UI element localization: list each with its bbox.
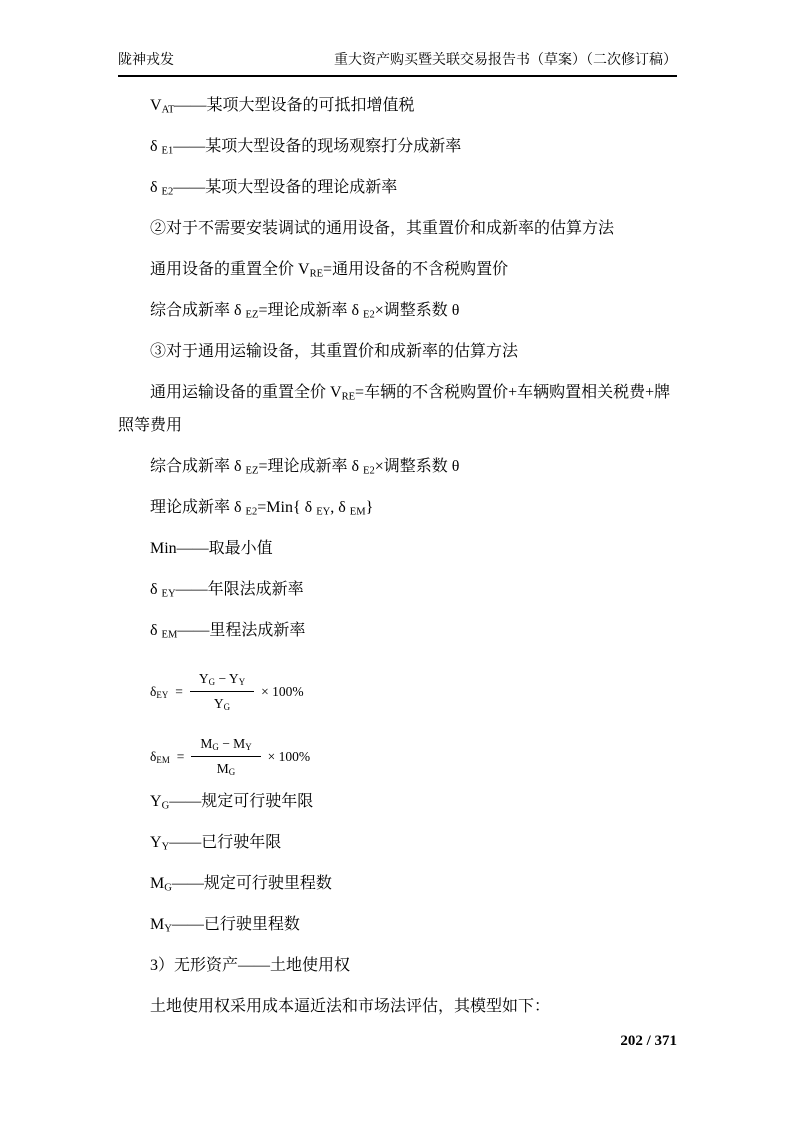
fraction-numerator: $Y_G - Y_Y$ xyxy=(190,669,254,692)
paragraph: $V_{AT}——$某项大型设备的可抵扣增值税 xyxy=(150,97,415,116)
equals-sign: = xyxy=(176,748,185,764)
fraction-numerator: $M_G - M_Y$ xyxy=(191,734,260,757)
page-number: 202 / 371 xyxy=(620,1033,677,1049)
header-left-title: 陇神戎发 xyxy=(118,53,174,68)
paragraph: ③对于通用运输设备，其重置价和成新率的估算方法 xyxy=(150,343,519,360)
formula-lhs: $\delta_{EM}$ xyxy=(150,748,170,765)
paragraph: 通用运输设备的重置全价 $V_{RE}=$车辆的不含税购置价+车辆购置相关税费+牌照等费用 xyxy=(118,384,671,434)
document-body xyxy=(118,89,677,1031)
paragraph: 3）无形资产——土地使用权 xyxy=(150,957,351,974)
paragraph: 综合成新率 δ $_{EZ}$=理论成新率 δ $_{E2}$×调整系数 θ xyxy=(150,302,460,321)
fraction xyxy=(190,669,254,714)
paragraph: 土地使用权采用成本逼近法和市场法评估，其模型如下： xyxy=(150,998,551,1015)
page-header xyxy=(118,50,677,77)
paragraph: δ $_{EY}$——年限法成新率 xyxy=(150,581,304,600)
paragraph: δ $_{E1}$——某项大型设备的现场观察打分成新率 xyxy=(150,138,462,157)
paragraph: δ $_{E2}$——某项大型设备的理论成新率 xyxy=(150,179,398,198)
equals-sign: = xyxy=(175,683,183,699)
paragraph: $M_G——$规定可行驶里程数 xyxy=(150,875,332,894)
paragraph: $Y_G——$规定可行驶年限 xyxy=(150,793,314,812)
paragraph: δ $_{EM}$——里程法成新率 xyxy=(150,622,306,641)
fraction xyxy=(191,734,260,779)
paragraph: ②对于不需要安装调试的通用设备，其重置价和成新率的估算方法 xyxy=(150,220,615,237)
paragraph: $M_Y——$已行驶里程数 xyxy=(150,916,300,935)
page-footer xyxy=(118,1031,677,1051)
paragraph: 综合成新率 δ $_{EZ}$=理论成新率 δ $_{E2}$×调整系数 θ xyxy=(150,458,460,477)
header-right-title: 重大资产购买暨关联交易报告书（草案）（二次修订稿） xyxy=(334,53,677,68)
formula xyxy=(118,734,677,779)
fraction-denominator: $Y_G$ xyxy=(213,696,231,713)
paragraph: 理论成新率 δ $_{E2}$=Min{ δ $_{EY}$, δ $_{EM}$} xyxy=(150,499,374,518)
fraction-denominator: $M_G$ xyxy=(216,761,236,778)
formula-suffix: × 100% xyxy=(267,748,311,764)
paragraph: Min——取最小值 xyxy=(150,540,273,557)
formula xyxy=(118,669,677,714)
formula-lhs: $\delta_{EY}$ xyxy=(150,683,169,700)
formula-suffix: × 100% xyxy=(261,683,304,699)
paragraph: $Y_Y——$已行驶年限 xyxy=(150,834,282,853)
paragraph: 通用设备的重置全价 $V_{RE}=$通用设备的不含税购置价 xyxy=(150,261,509,280)
